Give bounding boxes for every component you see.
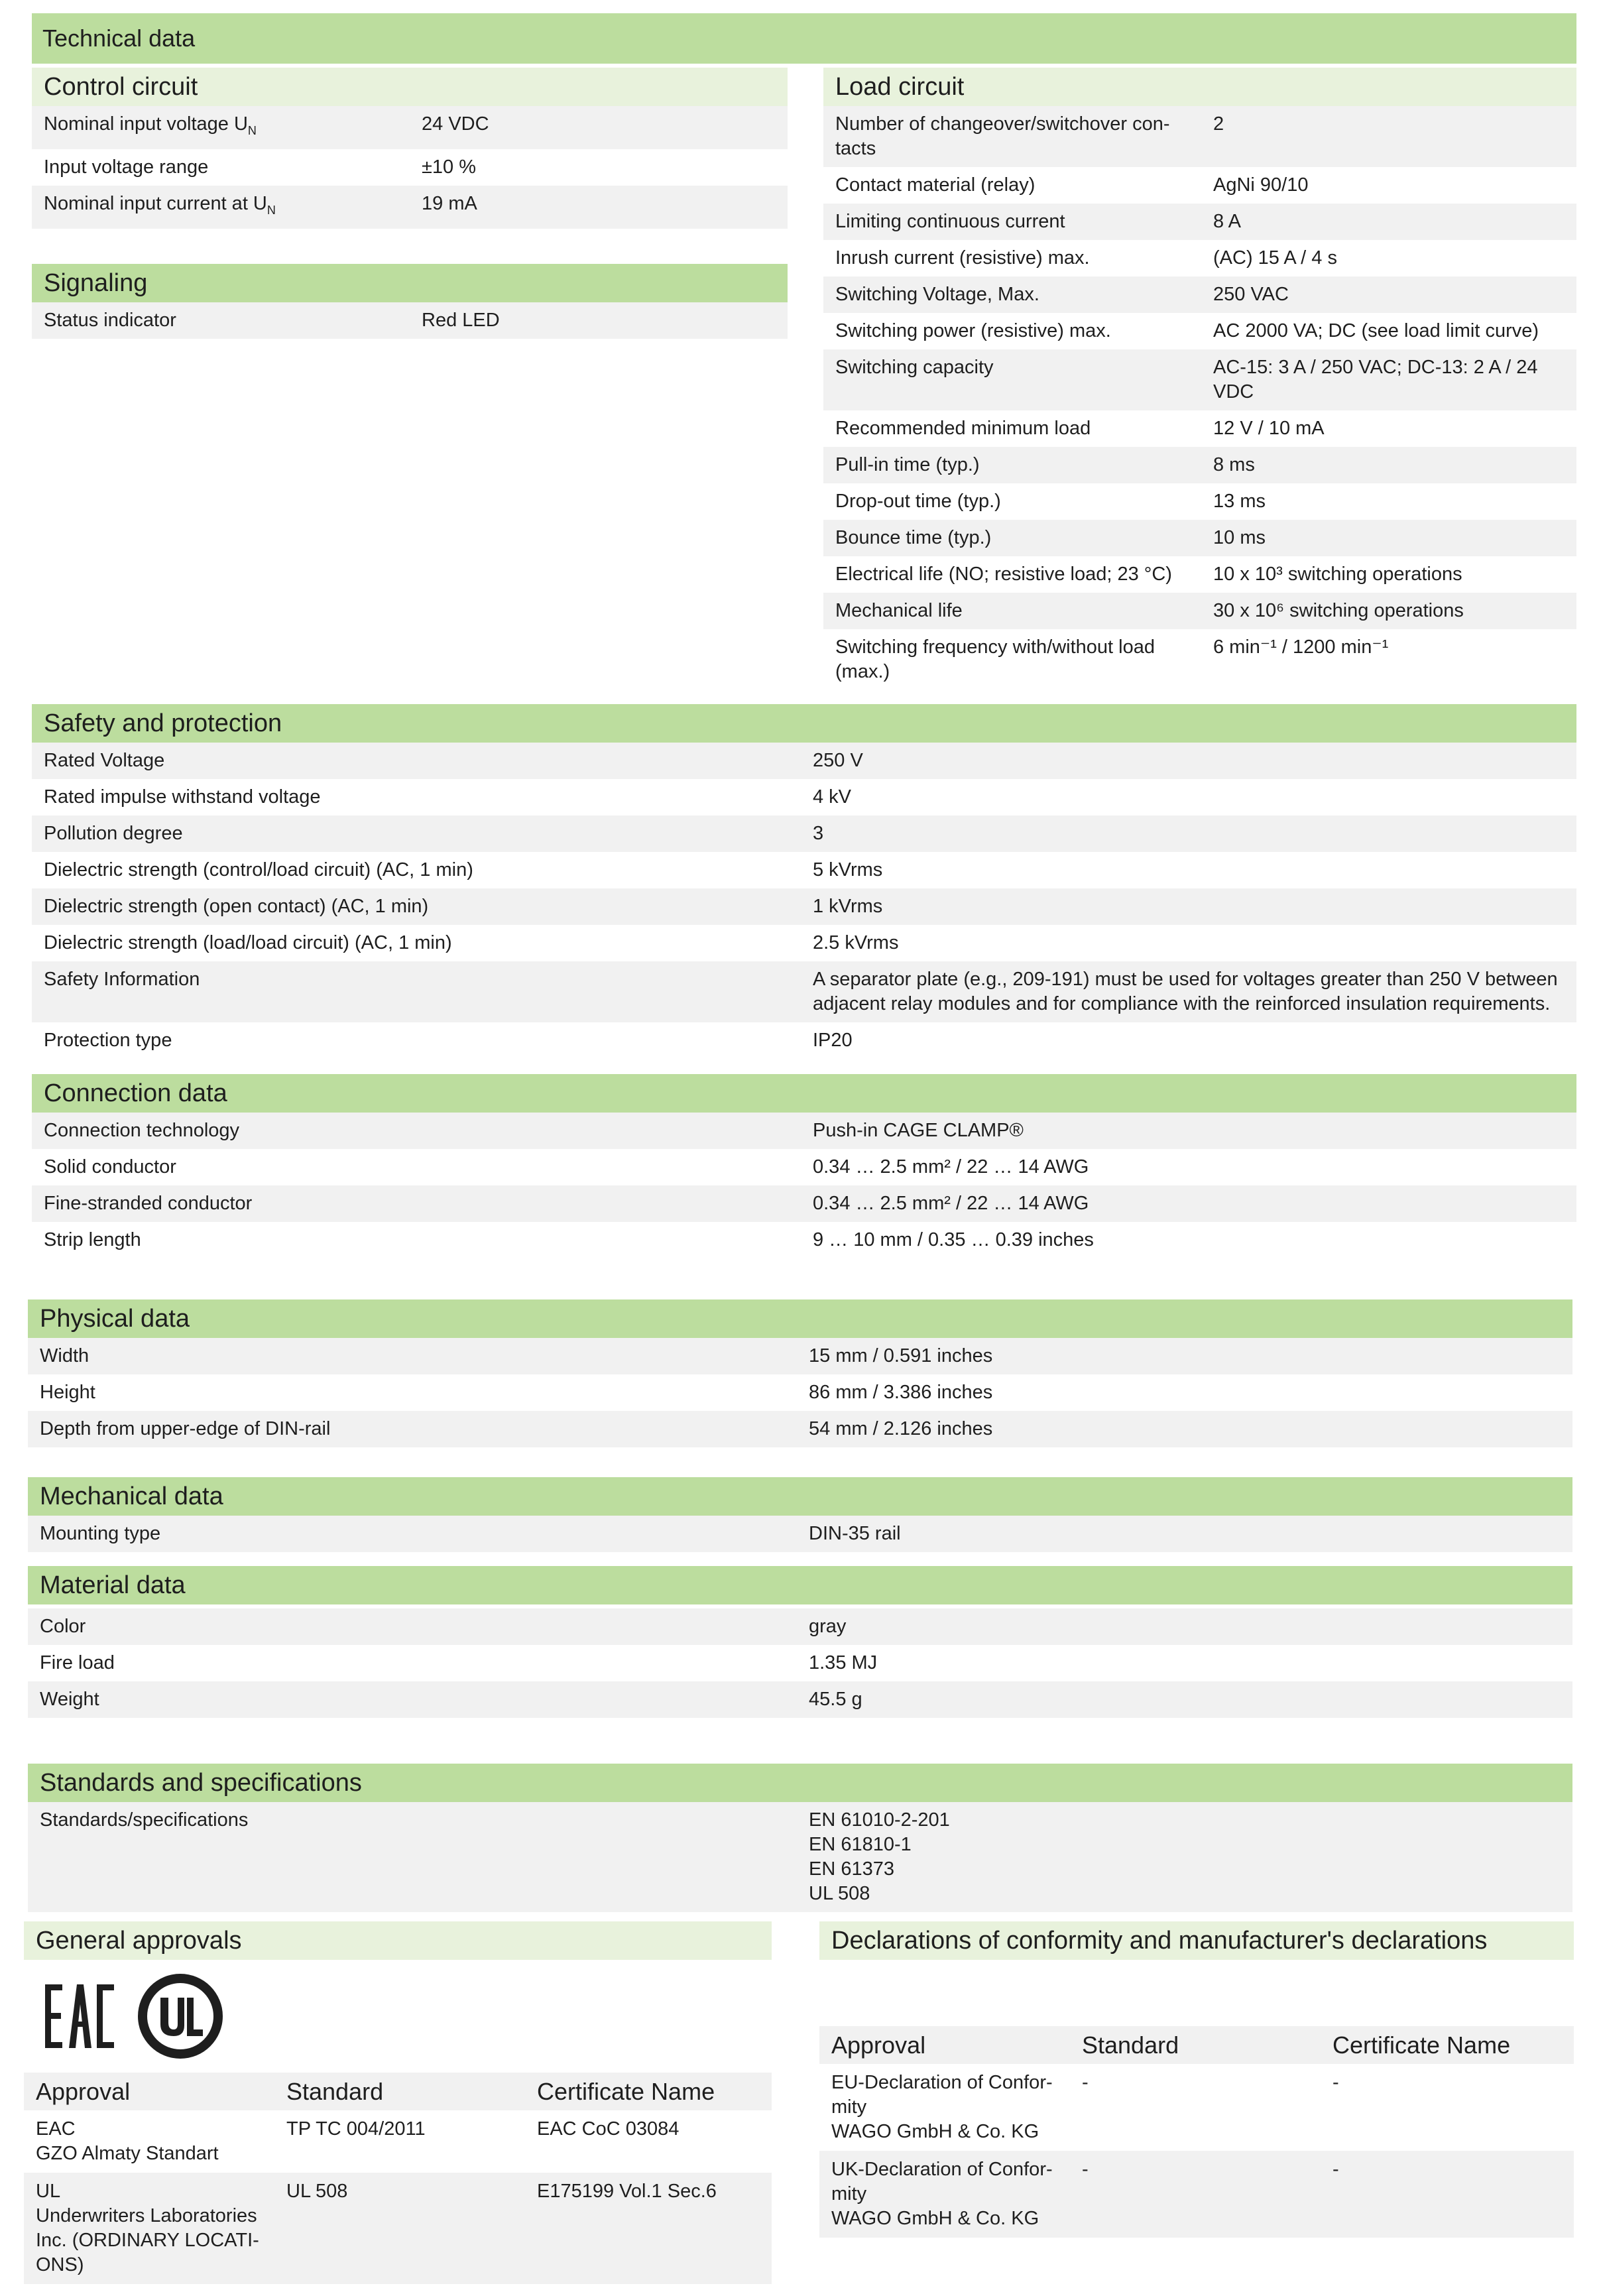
spec-label-text: Switching power (resistive) max. [835, 320, 1111, 341]
spec-label-text: Mechanical life [835, 600, 963, 621]
spec-value: 1.35 MJ [797, 1645, 1572, 1681]
table-cell: EAC GZO Almaty Standart [36, 2118, 219, 2164]
spec-value: 45.5 g [797, 1681, 1572, 1718]
spec-label-text: Drop-out time (typ.) [835, 491, 1001, 512]
spec-label [32, 925, 801, 961]
spec-label-text: Height [40, 1382, 95, 1403]
safety-table [32, 743, 1576, 1059]
column-header: Certificate Name [525, 2073, 772, 2110]
spec-label [823, 204, 1201, 240]
spec-label-text: Number of changeover/switchover con- tacts [835, 113, 1170, 159]
spec-value: 13 ms [1201, 483, 1576, 520]
spec-label-text: Recommended minimum load [835, 418, 1091, 439]
spec-label [32, 186, 410, 229]
table-row [24, 2173, 772, 2284]
spec-label-text: Switching frequency with/without load (max.) [835, 636, 1155, 682]
spec-value: 19 mA [410, 186, 788, 229]
spec-label-text: Weight [40, 1689, 99, 1710]
spec-row [32, 961, 1576, 1022]
spec-label-text: Protection type [44, 1030, 172, 1051]
spec-label-text: Input voltage range [44, 156, 209, 178]
spec-value: 24 VDC [410, 106, 788, 149]
declarations-title: Declarations of conformity and manufacturer's declarations [819, 1921, 1574, 1960]
table-cell: - [1332, 2072, 1339, 2093]
spec-label [32, 1113, 801, 1149]
spec-label-text: Dielectric strength (open contact) (AC, 1 min) [44, 896, 429, 917]
spec-row [823, 447, 1576, 483]
spec-value: 1 kVrms [801, 888, 1576, 925]
spec-label-text: Pull-in time (typ.) [835, 454, 980, 475]
table-row [819, 2151, 1574, 2238]
standards-table [28, 1802, 1572, 1912]
spec-row [32, 743, 1576, 779]
spec-label [823, 313, 1201, 349]
column-header: Certificate Name [1321, 2026, 1574, 2064]
spec-row [32, 1185, 1576, 1222]
spec-value: 2 [1201, 106, 1576, 167]
spec-label-text: Nominal input voltage U [44, 113, 248, 135]
spec-label [28, 1681, 797, 1718]
page-title: Technical data [32, 13, 1576, 64]
spec-row [32, 1222, 1576, 1258]
load-circuit-section [823, 68, 1576, 690]
connection-title: Connection data [32, 1074, 1576, 1113]
spec-value: 8 ms [1201, 447, 1576, 483]
spec-label [823, 106, 1201, 167]
material-title: Material data [28, 1566, 1572, 1604]
spec-label-text: Width [40, 1345, 89, 1366]
spec-label-text: Mounting type [40, 1523, 161, 1544]
spec-value: 10 x 10³ switching operations [1201, 556, 1576, 593]
spec-label [823, 593, 1201, 629]
spec-label [823, 483, 1201, 520]
spec-value: 0.34 … 2.5 mm² / 22 … 14 AWG [801, 1185, 1576, 1222]
spec-value: ±10 % [410, 149, 788, 186]
safety-section [32, 704, 1576, 1059]
spec-label-text: Dielectric strength (control/load circuit) (AC, 1 min) [44, 859, 473, 880]
spec-value: (AC) 15 A / 4 s [1201, 240, 1576, 276]
column-header: Approval [819, 2026, 1070, 2064]
spec-row [32, 816, 1576, 852]
spec-label-text: Color [40, 1616, 86, 1637]
spec-label [32, 106, 410, 149]
spec-label-text: Fine-stranded conductor [44, 1193, 253, 1214]
spec-value: gray [797, 1608, 1572, 1645]
spec-value: 6 min⁻¹ / 1200 min⁻¹ [1201, 629, 1576, 690]
spec-value: DIN-35 rail [797, 1516, 1572, 1552]
spec-label [28, 1608, 797, 1645]
spec-row [32, 1022, 1576, 1059]
spec-row [823, 349, 1576, 410]
spec-row [32, 852, 1576, 888]
spec-row [823, 313, 1576, 349]
connection-table [32, 1113, 1576, 1258]
table-cell: UK-Declaration of Confor- mity WAGO GmbH & Co. KG [819, 2151, 1070, 2238]
spec-value: 0.34 … 2.5 mm² / 22 … 14 AWG [801, 1149, 1576, 1185]
spec-value: 3 [801, 816, 1576, 852]
load-circuit-table [823, 106, 1576, 690]
spec-label [823, 447, 1201, 483]
spec-value: 54 mm / 2.126 inches [797, 1411, 1572, 1447]
spec-value: 2.5 kVrms [801, 925, 1576, 961]
spec-label-text: Rated Voltage [44, 750, 165, 771]
spec-label-text: Standards/specifications [40, 1809, 249, 1831]
spec-row [823, 276, 1576, 313]
spec-label-text: Nominal input current at U [44, 192, 267, 214]
spec-row [28, 1802, 1572, 1912]
table-cell: - [1321, 2151, 1574, 2238]
spec-label-text: Rated impulse withstand voltage [44, 786, 321, 808]
approvals-section [24, 1921, 772, 2284]
spec-row [32, 302, 788, 339]
spec-label [823, 556, 1201, 593]
spec-label-text: Limiting continuous current [835, 211, 1065, 232]
spec-label [28, 1802, 797, 1912]
spec-label-text: Dielectric strength (load/load circuit) (AC, 1 min) [44, 932, 452, 953]
spec-label [823, 167, 1201, 204]
spec-label [32, 961, 801, 1022]
spec-value: A separator plate (e.g., 209-191) must be used for voltages greater than 250 V between adjacent relay modules and for compliance with the reinforced insulation requirements. [801, 961, 1576, 1022]
spec-row [823, 410, 1576, 447]
spec-label [823, 349, 1201, 410]
spec-label [823, 629, 1201, 690]
spec-value: AgNi 90/10 [1201, 167, 1576, 204]
standards-title: Standards and specifications [28, 1764, 1572, 1802]
spec-value: 9 … 10 mm / 0.35 … 0.39 inches [801, 1222, 1576, 1258]
standards-section [28, 1764, 1572, 1912]
spec-row [32, 1149, 1576, 1185]
spec-row [823, 240, 1576, 276]
table-cell: - [1070, 2151, 1321, 2238]
spec-row [823, 593, 1576, 629]
approvals-table [24, 2073, 772, 2284]
safety-title: Safety and protection [32, 704, 1576, 743]
spec-value: 30 x 10⁶ switching operations [1201, 593, 1576, 629]
column-header: Standard [274, 2073, 525, 2110]
mechanical-table [28, 1516, 1572, 1552]
control-circuit-table [32, 106, 788, 229]
eac-mark-icon [44, 1982, 115, 2051]
mechanical-title: Mechanical data [28, 1477, 1572, 1516]
spec-label [32, 743, 801, 779]
table-cell: UL Underwriters Laboratories Inc. (ORDINARY LOCATI- ONS) [24, 2173, 274, 2284]
spec-row [28, 1374, 1572, 1411]
spec-row [32, 779, 1576, 816]
spec-label-text: Fire load [40, 1652, 115, 1673]
control-circuit-section [32, 68, 788, 229]
declarations-section [819, 1921, 1574, 2238]
physical-section [28, 1299, 1572, 1447]
spec-label-text: Bounce time (typ.) [835, 527, 992, 548]
approvals-title: General approvals [24, 1921, 772, 1960]
spec-label-text: Status indicator [44, 310, 176, 331]
spec-label [28, 1411, 797, 1447]
table-cell: - [1082, 2072, 1089, 2093]
spec-value: EN 61010-2-201 EN 61810-1 EN 61373 UL 508 [797, 1802, 1572, 1912]
spec-label-text: Connection technology [44, 1120, 240, 1141]
spec-label [32, 1222, 801, 1258]
spec-value: 86 mm / 3.386 inches [797, 1374, 1572, 1411]
material-section [28, 1566, 1572, 1718]
spec-value: 15 mm / 0.591 inches [797, 1338, 1572, 1374]
spec-label-text: Contact material (relay) [835, 174, 1036, 196]
spec-row [32, 186, 788, 229]
spec-value: 8 A [1201, 204, 1576, 240]
table-row [24, 2110, 772, 2173]
spec-row [823, 106, 1576, 167]
spec-label [32, 779, 801, 816]
signaling-table [32, 302, 788, 339]
spec-row [32, 1113, 1576, 1149]
declarations-table [819, 2026, 1574, 2238]
spec-row [28, 1338, 1572, 1374]
spec-row [823, 204, 1576, 240]
load-circuit-title: Load circuit [823, 68, 1576, 106]
spec-label-text: Depth from upper-edge of DIN-rail [40, 1418, 331, 1439]
table-cell: UL 508 [274, 2173, 525, 2284]
spec-row [823, 483, 1576, 520]
spec-label [32, 1022, 801, 1059]
spec-value: AC-15: 3 A / 250 VAC; DC-13: 2 A / 24 VDC [1201, 349, 1576, 410]
spec-value: 5 kVrms [801, 852, 1576, 888]
spec-row [32, 149, 788, 186]
table-row [819, 2064, 1574, 2151]
spec-label [823, 276, 1201, 313]
spec-label [32, 816, 801, 852]
table-cell: EAC CoC 03084 [537, 2118, 680, 2140]
spec-label [823, 240, 1201, 276]
spec-label-text: Strip length [44, 1229, 141, 1250]
spec-row [32, 106, 788, 149]
table-cell: EU-Declaration of Confor- mity WAGO GmbH & Co. KG [831, 2072, 1053, 2142]
material-table [28, 1608, 1572, 1718]
spec-row [823, 167, 1576, 204]
spec-row [823, 556, 1576, 593]
approval-logos [24, 1960, 772, 2073]
spec-label [28, 1516, 797, 1552]
spec-label [28, 1338, 797, 1374]
spec-label-text: Pollution degree [44, 823, 183, 844]
spec-label-text: Switching Voltage, Max. [835, 284, 1039, 305]
spec-value: 10 ms [1201, 520, 1576, 556]
spec-label [32, 149, 410, 186]
spec-label-text: Inrush current (resistive) max. [835, 247, 1090, 269]
spec-label [32, 852, 801, 888]
spec-label [32, 888, 801, 925]
spec-value: Red LED [410, 302, 788, 339]
spec-label-text: Safety Information [44, 969, 200, 990]
spec-label [28, 1374, 797, 1411]
spec-value: 4 kV [801, 779, 1576, 816]
spec-label [823, 410, 1201, 447]
spec-value: 12 V / 10 mA [1201, 410, 1576, 447]
spec-value: AC 2000 VA; DC (see load limit curve) [1201, 313, 1576, 349]
spec-row [28, 1516, 1572, 1552]
spec-value: Push-in CAGE CLAMP® [801, 1113, 1576, 1149]
table-cell: E175199 Vol.1 Sec.6 [525, 2173, 772, 2284]
ul-mark-icon [134, 1970, 227, 2063]
table-cell: TP TC 004/2011 [286, 2118, 426, 2140]
spec-row [28, 1608, 1572, 1645]
spec-label-text: Solid conductor [44, 1156, 176, 1178]
physical-title: Physical data [28, 1299, 1572, 1338]
spec-label [28, 1645, 797, 1681]
control-circuit-title: Control circuit [32, 68, 788, 106]
spec-row [28, 1681, 1572, 1718]
signaling-section [32, 264, 788, 339]
spec-row [28, 1645, 1572, 1681]
spec-row [823, 520, 1576, 556]
spec-label [32, 302, 410, 339]
spec-label-text: Switching capacity [835, 357, 994, 378]
connection-section [32, 1074, 1576, 1258]
spec-value: 250 V [801, 743, 1576, 779]
column-header: Approval [24, 2073, 274, 2110]
physical-table [28, 1338, 1572, 1447]
spec-label [32, 1185, 801, 1222]
signaling-title: Signaling [32, 264, 788, 302]
spec-row [823, 629, 1576, 690]
column-header: Standard [1070, 2026, 1321, 2064]
spec-value: IP20 [801, 1022, 1576, 1059]
spec-row [28, 1411, 1572, 1447]
spec-value: 250 VAC [1201, 276, 1576, 313]
mechanical-section [28, 1477, 1572, 1552]
spec-label-subscript: N [266, 203, 276, 217]
spec-label [32, 1149, 801, 1185]
spec-label [823, 520, 1201, 556]
spec-row [32, 888, 1576, 925]
spec-row [32, 925, 1576, 961]
spec-label-subscript: N [247, 123, 257, 137]
spec-label-text: Electrical life (NO; resistive load; 23 °C) [835, 564, 1172, 585]
